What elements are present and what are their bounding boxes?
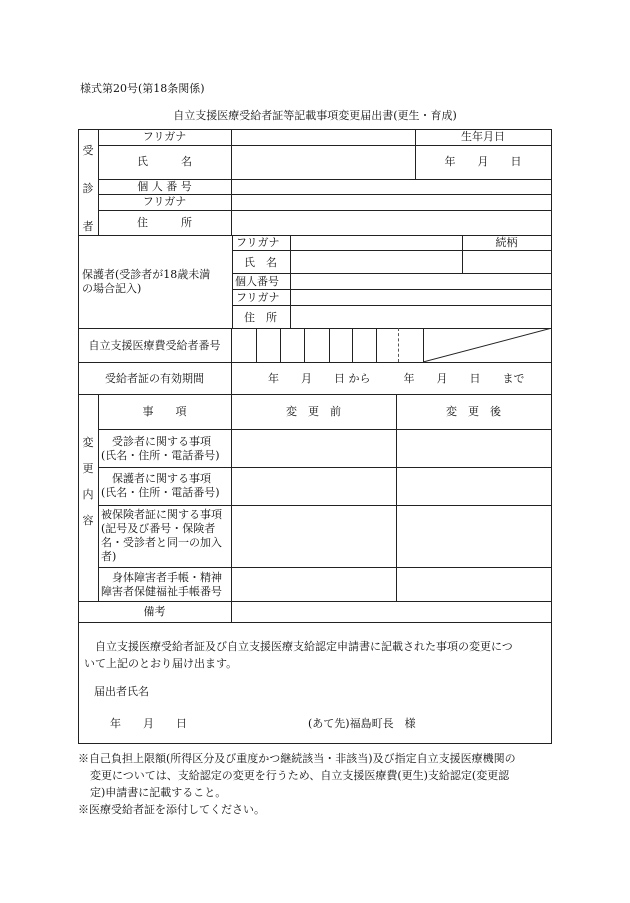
validity-period: 年 月 日 から 年 月 日 まで	[268, 372, 525, 385]
declarant-name-field[interactable]	[160, 680, 460, 702]
guardian-furigana2-label: フリガナ	[236, 291, 280, 304]
before-guardian-field[interactable]	[232, 468, 396, 505]
patient-address-field[interactable]	[232, 211, 551, 235]
addressee: (あて先)福島町長 様	[308, 717, 416, 730]
declarant-label: 届出者氏名	[94, 685, 149, 698]
guardian-name-label: 氏 名	[244, 256, 277, 269]
after-patient-field[interactable]	[397, 430, 551, 467]
birthdate-format: 年 月 日	[444, 155, 522, 168]
before-insurance-field[interactable]	[232, 506, 396, 567]
guardian-address-label: 住 所	[244, 311, 277, 324]
remarks-label: 備考	[143, 605, 166, 618]
patient-furigana2-label: フリガナ	[142, 195, 187, 208]
diagonal-slash	[423, 328, 552, 362]
after-insurance-field[interactable]	[397, 506, 551, 567]
declaration-line-1: 自立支援医療受給者証及び自立支援医療支給認定申請書に記載された事項の変更につ	[84, 640, 513, 653]
note-1-line-3: 定)申請書に記載すること。	[90, 786, 227, 799]
after-handbook-field[interactable]	[397, 568, 551, 601]
change-row-insurance: 被保険者証に関する事項 (記号及び番号・保険者 名・受診者と同一の加入 者)	[101, 508, 222, 563]
after-header: 変 更 後	[446, 405, 501, 418]
page-title: 自立支援医療受給者証等記載事項変更届出書(更生・育成)	[173, 109, 457, 122]
declaration-line-2: いて上記のとおり届け出ます。	[84, 657, 238, 670]
patient-personal-number-field[interactable]	[232, 180, 551, 194]
patient-section-label: 受 診 者	[82, 144, 94, 233]
guardian-section-label: 保護者(受診者が18歳未満 の場合記入)	[82, 268, 211, 295]
guardian-furigana-label: フリガナ	[236, 236, 280, 249]
change-row-handbook: 身体障害者手帳・精神 障害者保健福祉手帳番号	[101, 571, 222, 598]
declaration-date: 年 月 日	[110, 717, 187, 730]
recipient-number-field[interactable]	[232, 329, 423, 362]
form-number: 様式第20号(第18条関係)	[80, 82, 205, 95]
note-1-line-2: 変更については、支給認定の変更を行うため、自立支援医療費(更生)支給認定(変更認	[90, 769, 510, 782]
before-patient-field[interactable]	[232, 430, 396, 467]
remarks-field[interactable]	[232, 602, 551, 622]
guardian-address-field[interactable]	[291, 306, 551, 328]
relation-label: 続柄	[495, 236, 518, 249]
patient-name-field[interactable]	[232, 146, 415, 179]
validity-label: 受給者証の有効期間	[105, 372, 204, 385]
changes-section-label: 変 更 内 容	[82, 436, 94, 527]
after-guardian-field[interactable]	[397, 468, 551, 505]
recipient-number-label: 自立支援医療費受給者番号	[88, 339, 221, 352]
note-1-line-1: ※自己負担上限額(所得区分及び重度かつ継続該当・非該当)及び指定自立支援医療機関の	[78, 752, 516, 765]
patient-name-label: 氏 名	[137, 155, 192, 168]
guardian-name-field[interactable]	[291, 251, 462, 273]
patient-furigana-label: フリガナ	[142, 130, 187, 143]
change-row-guardian: 保護者に関する事項 (氏名・住所・電話番号)	[101, 472, 220, 499]
change-row-patient: 受診者に関する事項 (氏名・住所・電話番号)	[101, 435, 220, 462]
patient-address-label: 住 所	[137, 216, 192, 229]
birthdate-label: 生年月日	[461, 130, 505, 143]
guardian-personal-number-label: 個人番号	[235, 275, 279, 288]
note-2: ※医療受給者証を添付してください。	[78, 803, 265, 816]
patient-personal-number-label: 個 人 番 号	[137, 180, 192, 193]
before-header: 変 更 前	[286, 405, 341, 418]
before-handbook-field[interactable]	[232, 568, 396, 601]
item-header: 事 項	[142, 405, 187, 418]
